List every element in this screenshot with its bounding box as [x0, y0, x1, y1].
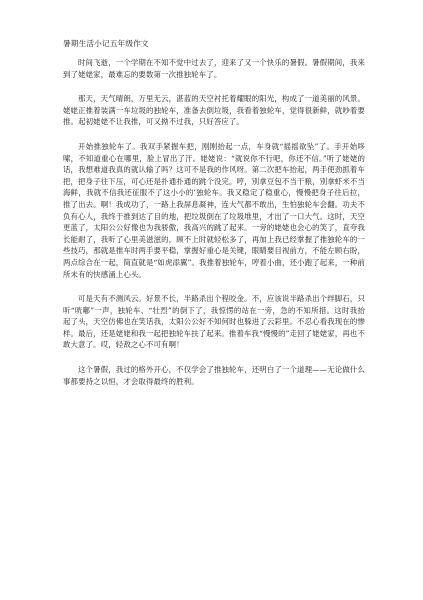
paragraph-5: 这个暑假，我过的格外开心，不仅学会了推独轮车，还明白了一个道理——无论做什么事都要持之以恒，才会取得最终的胜利。 [63, 365, 365, 386]
paragraph-1: 时间飞逝，一个学期在不知不觉中过去了，迎来了又一个快乐的暑假。暑假期间，我来到了姥姥家，最难忘的要数第一次推独轮车了。 [63, 58, 365, 79]
document-title: 暑期生活小记五年级作文 [63, 39, 149, 48]
paragraph-4: 可是天有不测风云。好景不长，半路杀出个程咬金。不，应该说半路杀出个绊脚石，只听“咣嘟”一声，独轮车、“壮烈”的倒下了，我惊愣的站在一旁，急的不知所措。这时我抬起了头，天空仿佛也在笑话我，太阳公公好不知何时也躲进了云彩里。不忍心看我现在的惨样。最后，还是姥姥和我一起把独轮车扶了起来。推着车我“慢慢的”走回了姥姥家，再也不敢大意了。哎，轻敌之心不可有啊！ [63, 294, 365, 350]
paragraph-3: 开始推独轮车了。我双手紧握车把，刚刚抬起一点，车身就“摇摇欲坠”了。手开始哆嗦，不知道重心在哪里，脸上冒出了汗。姥姥说：“就说你不行吧，你还不信。”听了姥姥的话，我想难道我真的就认输了吗？这可不是我的作风呀。第二次把车抬起，两手使劲抓着车把，把身子往下压，可心还是扑通扑通的跳个没完。哼，別拿豆包不当干粮，別拿虾米不当海鲜，我就不信我还征服不了这小小的’独轮车。我又稳定了稳重心，慢慢把身子往后拉，推了出去。啊！我成功了，一路上我屏息凝神，连大气都不敢出，生怕独轮车会翻。功夫不负有心人，我终于推到达了目的地，把垃圾倒在了垃圾堆里，才出了一口大气。这时，天空更蓝了，太阳公公好像也为我骄傲，我高兴的跳了起来。一旁的姥姥也会心的笑了，直夸我长能耐了，我听了心里美滋滋的，顾不上时就轻松多了，再加上我已经掌握了推独轮车的一些技巧，那就是推车时两手要平稳，掌握好重心是关键，眼睛要目视前方，不能左顾右盼，两点综合在一起，简直就是“如虎添翼”。我推着独轮车，哼着小曲，还小跑了起来，一种前所未有的快感涌上心头。 [63, 141, 365, 279]
paragraph-2: 那天，天气晴朗，万里无云，湛蓝的天空衬托着耀眼的阳光，构成了一道美丽的风景。姥姥正推着装满一车垃圾的独轮车，准备去倒垃圾，我看着独轮车，觉得很新鲜，就吵着要推。起初姥姥不让我推，可又拗不过我，只好答应了。 [63, 94, 365, 127]
